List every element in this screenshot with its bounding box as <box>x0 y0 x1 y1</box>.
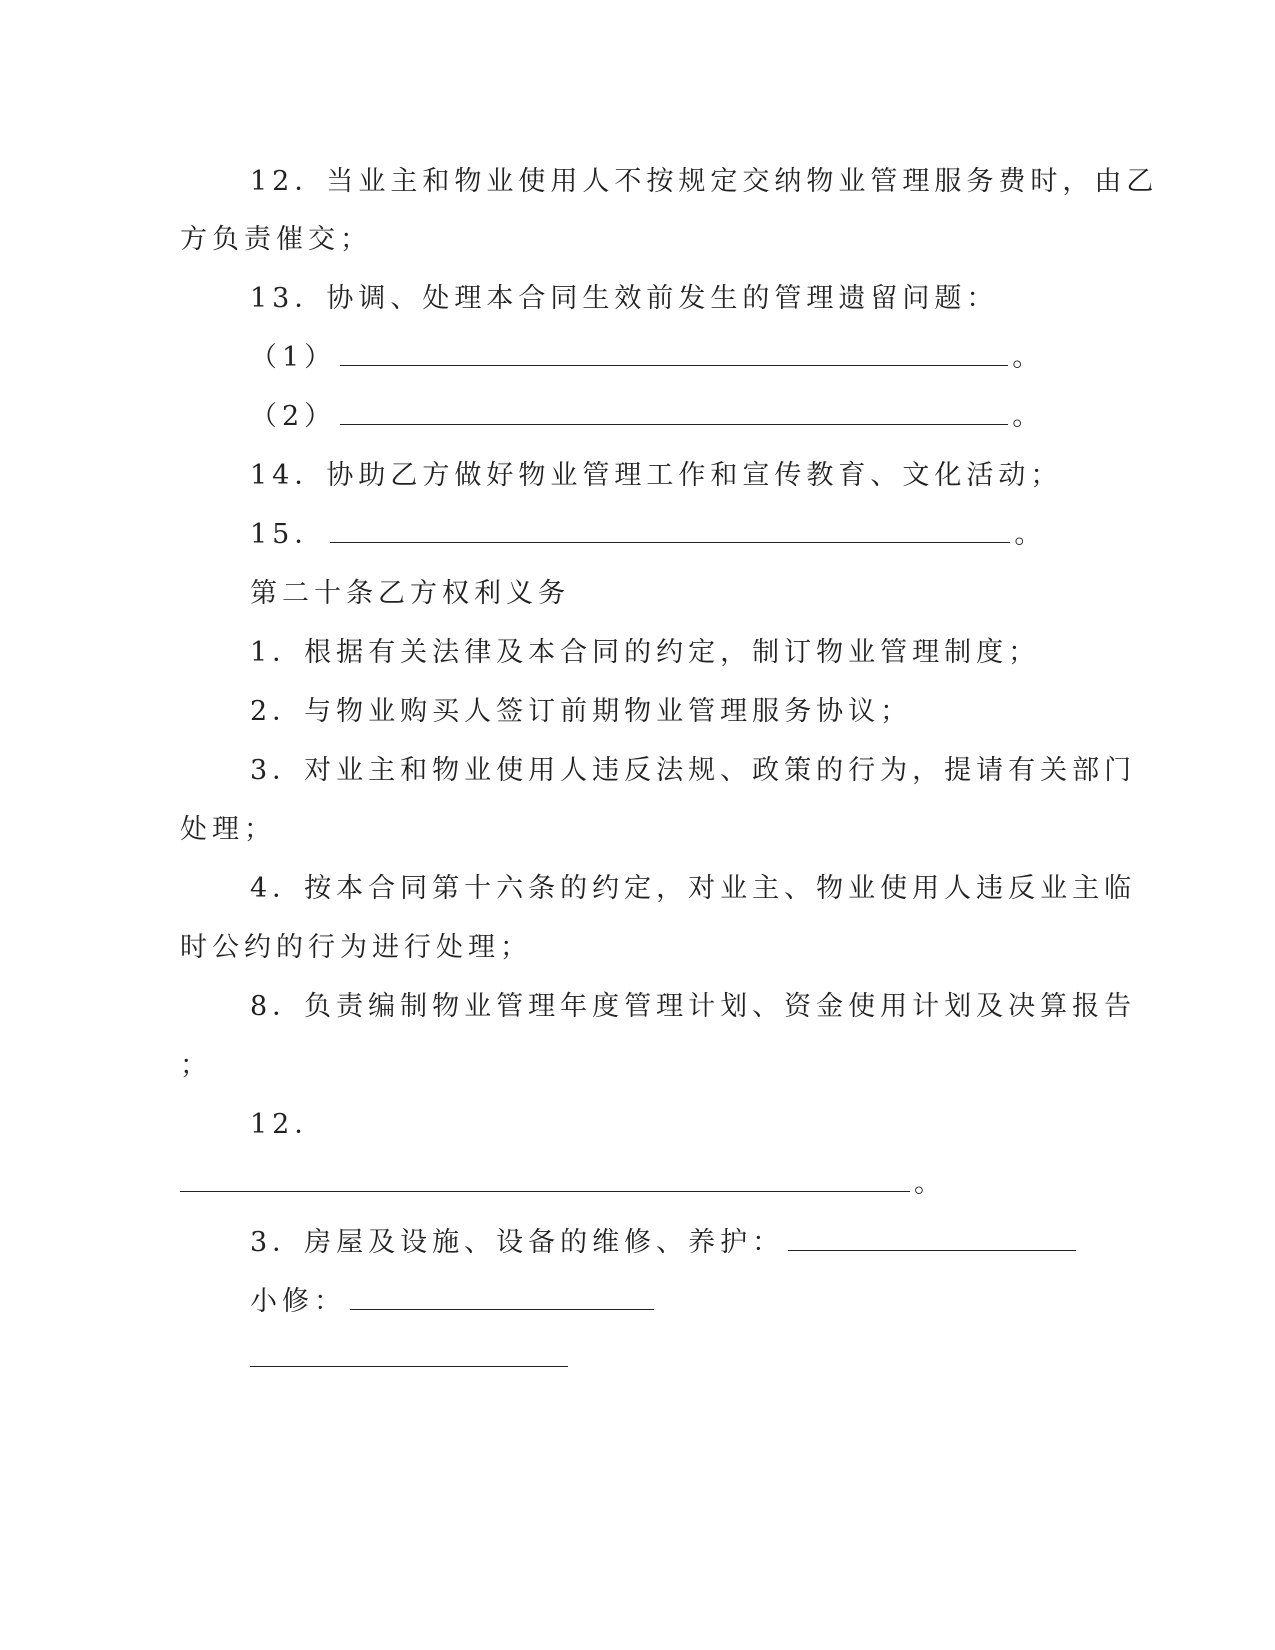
duty-1: 1．根据有关法律及本合同的约定，制订物业管理制度； <box>250 637 1041 668</box>
clause-15-label: 15． <box>250 519 327 550</box>
sub-item-2-label: （2） <box>250 401 337 432</box>
fill-in-blank <box>330 541 1010 543</box>
clause-12-line2: 方负责催交； <box>180 224 372 255</box>
period: 。 <box>1012 342 1045 373</box>
duty-8-line1: 8．负责编制物业管理年度管理计划、资金使用计划及决算报告 <box>250 991 1137 1022</box>
sub-item-2 <box>250 397 1044 437</box>
clause-15 <box>250 515 1046 555</box>
duty-2: 2．与物业购买人签订前期物业管理服务协议； <box>250 696 913 727</box>
duty-3-line1: 3．对业主和物业使用人违反法规、政策的行为，提请有关部门 <box>250 755 1137 786</box>
fill-in-blank <box>250 1366 568 1367</box>
sub-item-1 <box>250 338 1044 378</box>
sub-item-1-label: （1） <box>250 342 337 373</box>
maintenance-label: 3．房屋及设施、设备的维修、养护： <box>250 1227 785 1258</box>
minor-repair-label: 小修： <box>250 1286 346 1317</box>
fill-in-blank <box>340 423 1008 425</box>
clause-13: 13．协调、处理本合同生效前发生的管理遗留问题： <box>250 283 999 314</box>
fill-in-blank <box>350 1308 654 1310</box>
fill-in-blank <box>180 1190 910 1192</box>
duty-4-line1: 4．按本合同第十六条的约定，对业主、物业使用人违反业主临 <box>250 873 1137 904</box>
duty-12-blank-line <box>180 1164 946 1204</box>
article-20-heading: 第二十条乙方权利义务 <box>250 578 570 609</box>
maintenance-clause <box>250 1223 1080 1263</box>
period: 。 <box>1012 401 1045 432</box>
minor-repair-line <box>250 1282 658 1322</box>
period: 。 <box>1014 519 1047 550</box>
fill-in-blank <box>340 364 1008 366</box>
clause-14: 14．协助乙方做好物业管理工作和宣传教育、文化活动； <box>250 460 1063 491</box>
fill-in-blank <box>788 1249 1076 1251</box>
clause-12-line1: 12．当业主和物业使用人不按规定交纳物业管理服务费时，由乙 <box>250 166 1159 197</box>
duty-8-line2: ； <box>180 1050 212 1081</box>
duty-12-label: 12． <box>250 1109 327 1140</box>
duty-3-line2: 处理； <box>180 814 276 845</box>
period: 。 <box>914 1168 946 1199</box>
duty-4-line2: 时公约的行为进行处理； <box>180 932 532 963</box>
